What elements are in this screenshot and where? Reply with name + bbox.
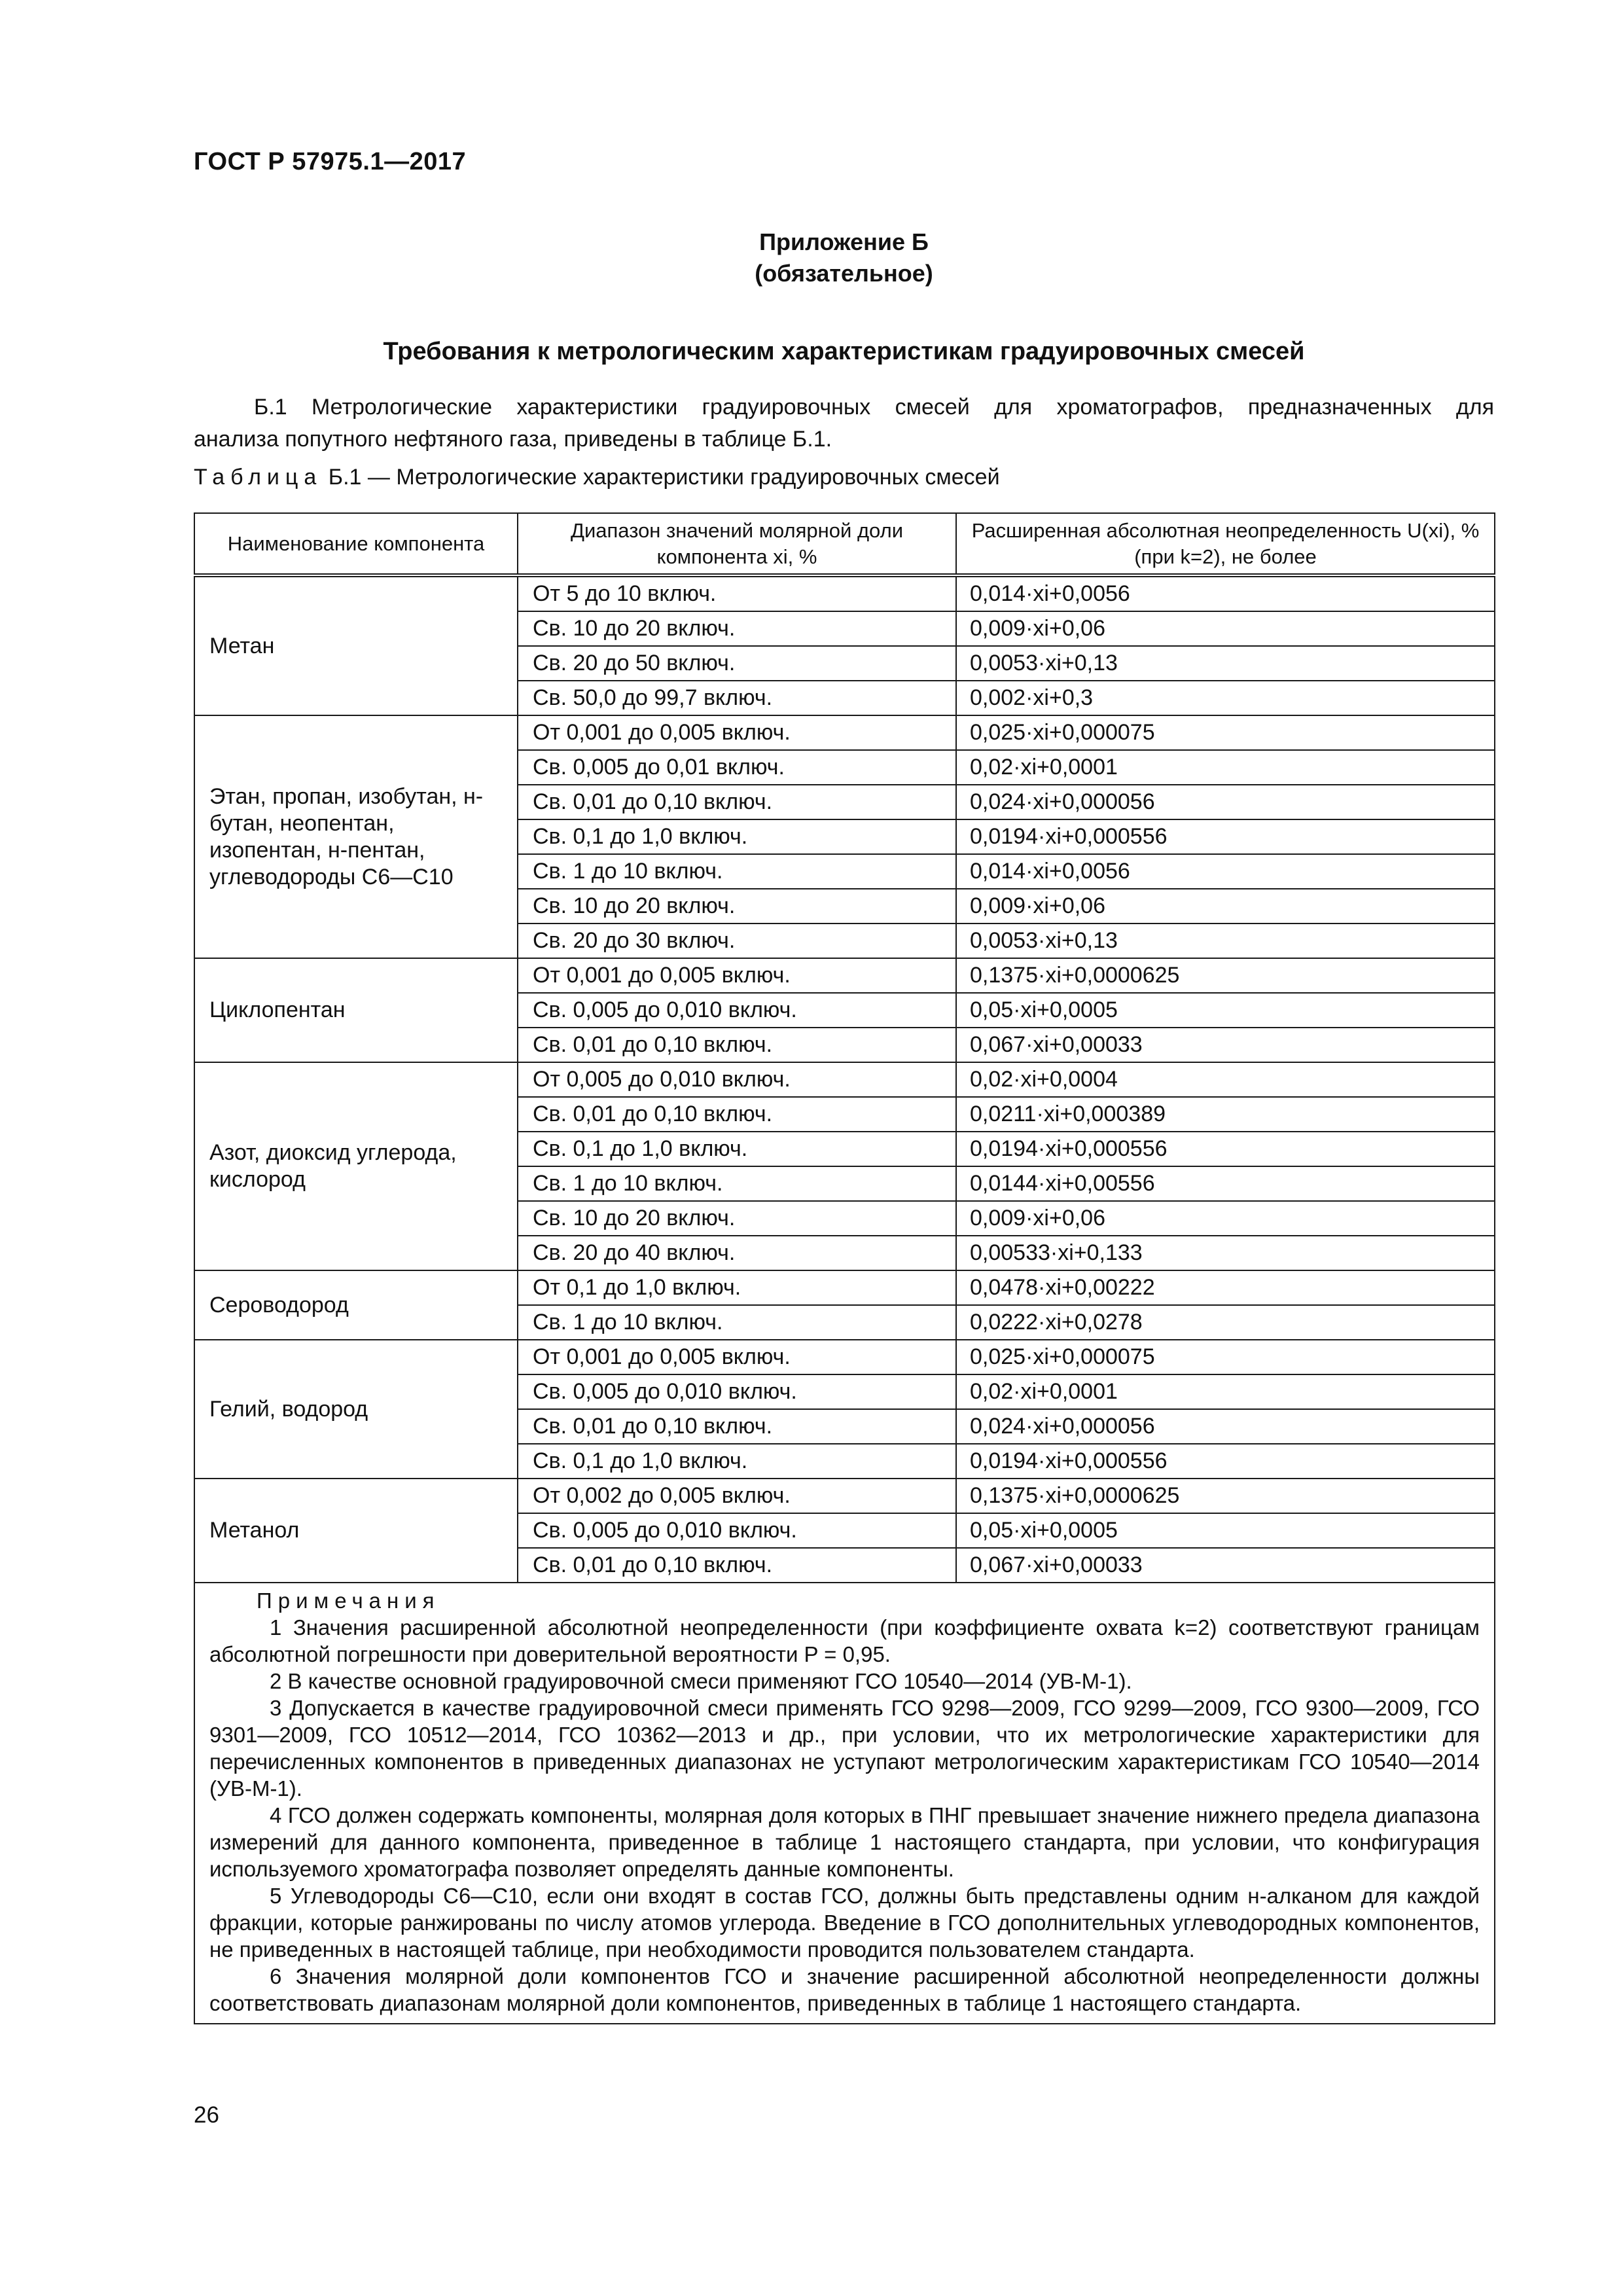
- component-name: Сероводород: [194, 1270, 518, 1340]
- uncertainty-cell: 0,02·xi+0,0001: [956, 1374, 1495, 1409]
- range-cell: Св. 0,005 до 0,010 включ.: [518, 1374, 956, 1409]
- header-component-text: Наименование компонента: [227, 531, 485, 555]
- note-1: 1 Значения расширенной абсолютной неопределенности (при коэффициенте охвата k=2) соответствуют границам абсолютной погрешности при доверительной вероятности P = 0,95.: [209, 1615, 1480, 1666]
- table-body: [194, 575, 1495, 1583]
- table-row: [194, 1479, 1495, 1513]
- table-caption-text: Б.1 — Метрологические характеристики градуировочных смесей: [328, 465, 1000, 490]
- component-name: Метан: [194, 575, 518, 715]
- uncertainty-cell: 0,0053·xi+0,13: [956, 646, 1495, 681]
- uncertainty-cell: 0,0222·xi+0,0278: [956, 1305, 1495, 1340]
- range-cell: Св. 0,01 до 0,10 включ.: [518, 1409, 956, 1444]
- uncertainty-cell: 0,024·xi+0,000056: [956, 1409, 1495, 1444]
- annex-heading: [194, 226, 1494, 289]
- range-cell: Св. 10 до 20 включ.: [518, 611, 956, 646]
- note-4: 4 ГСО должен содержать компоненты, молярная доля которых в ПНГ превышает значение нижнего предела диапазона измерений для данного компонента, приведенное в таблице 1 настоящего стандарта, при условии, что конфигурация используемого хроматографа позволяет определять данные компоненты.: [209, 1803, 1480, 1881]
- uncertainty-cell: 0,024·xi+0,000056: [956, 785, 1495, 819]
- uncertainty-cell: 0,05·xi+0,0005: [956, 1513, 1495, 1548]
- uncertainty-cell: 0,0144·xi+0,00556: [956, 1166, 1495, 1201]
- notes-row: [194, 1583, 1495, 2024]
- table-row: [194, 1270, 1495, 1305]
- table-header-row: [194, 513, 1495, 575]
- uncertainty-cell: 0,014·xi+0,0056: [956, 575, 1495, 611]
- table-caption-word: Таблица: [194, 465, 323, 490]
- uncertainty-cell: 0,0194·xi+0,000556: [956, 819, 1495, 854]
- uncertainty-cell: 0,009·xi+0,06: [956, 1201, 1495, 1236]
- uncertainty-cell: 0,0211·xi+0,000389: [956, 1097, 1495, 1132]
- uncertainty-cell: 0,0194·xi+0,000556: [956, 1132, 1495, 1166]
- range-cell: Св. 0,1 до 1,0 включ.: [518, 819, 956, 854]
- annex-status: (обязательное): [755, 260, 933, 287]
- note-6: 6 Значения молярной доли компонентов ГСО и значение расширенной абсолютной неопределенности должны соответствовать диапазонам молярной доли компонентов, приведенных в таблице 1 настоящего стандарта.: [209, 1964, 1480, 2015]
- range-cell: Св. 1 до 10 включ.: [518, 854, 956, 889]
- range-cell: Св. 20 до 40 включ.: [518, 1236, 956, 1270]
- table-row: [194, 575, 1495, 611]
- uncertainty-cell: 0,025·xi+0,000075: [956, 715, 1495, 750]
- table-row: [194, 1062, 1495, 1097]
- range-cell: От 0,001 до 0,005 включ.: [518, 1340, 956, 1374]
- range-cell: Св. 0,005 до 0,010 включ.: [518, 993, 956, 1028]
- component-name: Этан, пропан, изобутан, н-бутан, неопентан, изопентан, н-пентан, углеводороды C6—C10: [194, 715, 518, 958]
- header-uncertainty-text: Расширенная абсолютная неопределенность U(xi), % (при k=2), не более: [971, 518, 1480, 568]
- uncertainty-cell: 0,0194·xi+0,000556: [956, 1444, 1495, 1479]
- header-range-text: Диапазон значений молярной доли компонента xi, %: [570, 518, 904, 568]
- intro-line-1: Б.1 Метрологические характеристики градуировочных смесей для хроматографов, предназначенных для: [254, 395, 1494, 420]
- uncertainty-cell: 0,0053·xi+0,13: [956, 924, 1495, 958]
- uncertainty-cell: 0,1375·xi+0,0000625: [956, 958, 1495, 993]
- table-row: [194, 715, 1495, 750]
- standard-code: ГОСТ Р 57975.1—2017: [194, 148, 467, 175]
- range-cell: Св. 0,01 до 0,10 включ.: [518, 1097, 956, 1132]
- range-cell: Св. 0,01 до 0,10 включ.: [518, 785, 956, 819]
- range-cell: Св. 0,01 до 0,10 включ.: [518, 1028, 956, 1062]
- notes-cell: [194, 1583, 1495, 2024]
- range-cell: Св. 0,01 до 0,10 включ.: [518, 1548, 956, 1583]
- table-row: [194, 1340, 1495, 1374]
- note-2: 2 В качестве основной градуировочной смеси применяют ГСО 10540—2014 (УВ-М-1).: [270, 1669, 1132, 1693]
- header-component: [194, 513, 518, 575]
- header-uncertainty: [956, 513, 1495, 575]
- range-cell: Св. 10 до 20 включ.: [518, 1201, 956, 1236]
- range-cell: Св. 0,1 до 1,0 включ.: [518, 1132, 956, 1166]
- component-name: Циклопентан: [194, 958, 518, 1062]
- range-cell: Св. 20 до 50 включ.: [518, 646, 956, 681]
- annex-title: Приложение Б: [759, 228, 929, 255]
- header-range: [518, 513, 956, 575]
- range-cell: От 0,1 до 1,0 включ.: [518, 1270, 956, 1305]
- intro-paragraph: [194, 391, 1494, 456]
- uncertainty-cell: 0,025·xi+0,000075: [956, 1340, 1495, 1374]
- intro-line-2: анализа попутного нефтяного газа, приведены в таблице Б.1.: [194, 427, 832, 452]
- range-cell: От 0,002 до 0,005 включ.: [518, 1479, 956, 1513]
- uncertainty-cell: 0,067·xi+0,00033: [956, 1028, 1495, 1062]
- range-cell: Св. 10 до 20 включ.: [518, 889, 956, 924]
- uncertainty-cell: 0,1375·xi+0,0000625: [956, 1479, 1495, 1513]
- range-cell: Св. 0,005 до 0,010 включ.: [518, 1513, 956, 1548]
- uncertainty-cell: 0,009·xi+0,06: [956, 611, 1495, 646]
- notes-heading: Примечания: [257, 1588, 440, 1613]
- page-number: 26: [194, 2102, 219, 2128]
- uncertainty-cell: 0,009·xi+0,06: [956, 889, 1495, 924]
- range-cell: Св. 0,005 до 0,01 включ.: [518, 750, 956, 785]
- uncertainty-cell: 0,0478·xi+0,00222: [956, 1270, 1495, 1305]
- uncertainty-cell: 0,002·xi+0,3: [956, 681, 1495, 715]
- uncertainty-cell: 0,00533·xi+0,133: [956, 1236, 1495, 1270]
- range-cell: Св. 20 до 30 включ.: [518, 924, 956, 958]
- range-cell: От 0,001 до 0,005 включ.: [518, 715, 956, 750]
- range-cell: Св. 0,1 до 1,0 включ.: [518, 1444, 956, 1479]
- range-cell: От 5 до 10 включ.: [518, 575, 956, 611]
- range-cell: От 0,001 до 0,005 включ.: [518, 958, 956, 993]
- uncertainty-cell: 0,05·xi+0,0005: [956, 993, 1495, 1028]
- range-cell: Св. 1 до 10 включ.: [518, 1305, 956, 1340]
- component-name: Гелий, водород: [194, 1340, 518, 1479]
- range-cell: Св. 1 до 10 включ.: [518, 1166, 956, 1201]
- component-name: Азот, диоксид углерода, кислород: [194, 1062, 518, 1270]
- component-name: Метанол: [194, 1479, 518, 1583]
- note-5: 5 Углеводороды C6—C10, если они входят в состав ГСО, должны быть представлены одним н-алканом для каждой фракции, которые ранжированы по числу атомов углерода. Введение в ГСО дополнительных углеводородных компонентов, не приведенных в настоящей таблице, при необходимости проводится пользователем стандарта.: [209, 1884, 1480, 1962]
- uncertainty-cell: 0,02·xi+0,0004: [956, 1062, 1495, 1097]
- metrology-table: [194, 512, 1495, 2024]
- section-title: Требования к метрологическим характеристикам градуировочных смесей: [383, 338, 1305, 365]
- uncertainty-cell: 0,02·xi+0,0001: [956, 750, 1495, 785]
- table-caption: [194, 465, 1000, 490]
- note-3: 3 Допускается в качестве градуировочной смеси применять ГСО 9298—2009, ГСО 9299—2009, ГСО 9300—2009, ГСО 9301—2009, ГСО 10512—2014, ГСО 10362—2013 и др., при условии, что их метрологические характеристики для перечисленных компонентов в приведенных диапазонах не уступают метрологическим характеристикам ГСО 10540—2014 (УВ-М-1).: [209, 1696, 1480, 1801]
- uncertainty-cell: 0,014·xi+0,0056: [956, 854, 1495, 889]
- range-cell: Св. 50,0 до 99,7 включ.: [518, 681, 956, 715]
- uncertainty-cell: 0,067·xi+0,00033: [956, 1548, 1495, 1583]
- table-row: [194, 958, 1495, 993]
- range-cell: От 0,005 до 0,010 включ.: [518, 1062, 956, 1097]
